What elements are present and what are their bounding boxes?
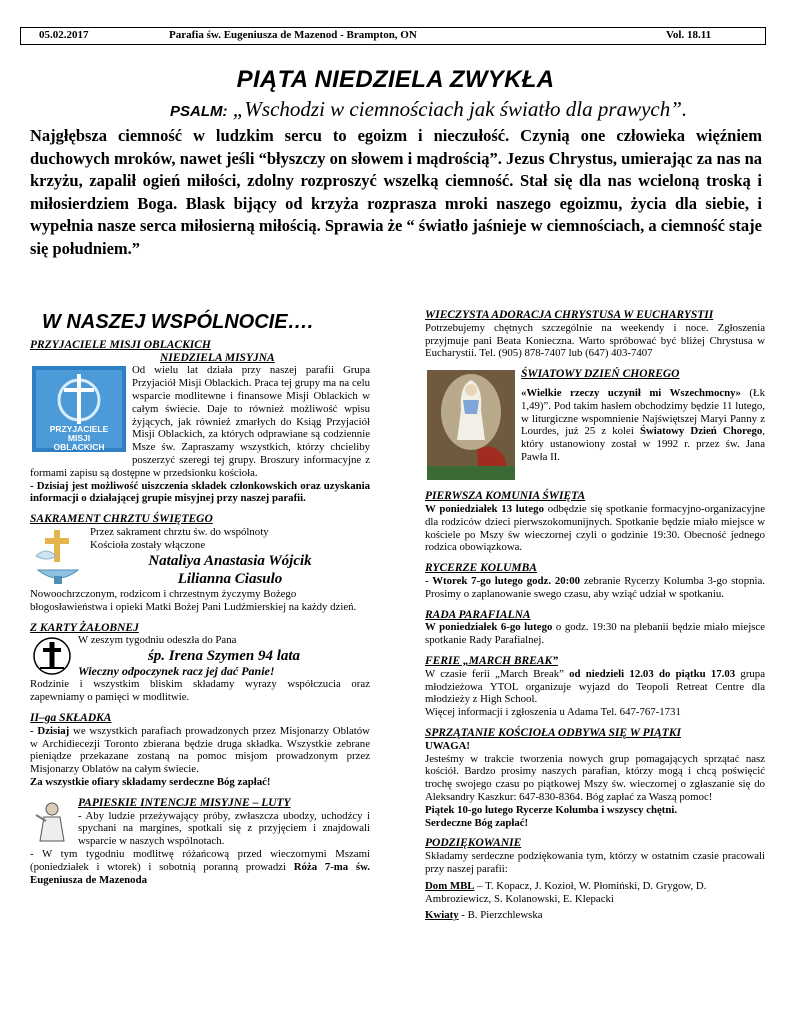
- section-komunia: [425, 490, 765, 554]
- chory-tail: , który ustanowiony został w 1992 r. przez św. Jana Pawła II.: [521, 425, 765, 463]
- podziekowanie-heading: PODZIĘKOWANIE: [425, 837, 522, 850]
- sprzatanie-heading: SPRZĄTANIE KOŚCIOŁA ODBYWA SIĘ W PIĄTKI: [425, 726, 681, 739]
- page-title: PIĄTA NIEDZIELA ZWYKŁA: [236, 66, 555, 93]
- chrzest-body: Nowoochrzczonym, rodzicom i chrzestnym życzymy Bożego błogosławieństwa i opieki Matki Bożej Pani Ludźmierskiej na każdy dzień.: [30, 587, 357, 613]
- ferie-bold: od niedzieli 12.03 do piątku 17.03: [569, 667, 736, 680]
- skladka-heading: II–ga SKŁADKA: [30, 711, 112, 724]
- psalm-text: „Wschodzi w ciemnościach jak światło dla prawych”.: [232, 97, 688, 121]
- section-adoracja: [425, 309, 765, 360]
- skladka-lead: - Dzisiaj: [30, 724, 70, 737]
- rycerze-body: zebranie Rycerzy Kolumba 3-go stopnia. Prosimy o zaplanowanie swego czasu, aby wziąć udział w spotkaniu.: [425, 574, 765, 600]
- dom-label: Dom MBL: [425, 879, 475, 892]
- section-rada: [425, 609, 765, 647]
- chrzest-name2: Lilianna Ciasulo: [177, 570, 283, 587]
- rada-lead: W poniedziałek 6-go lutego: [425, 621, 553, 634]
- sprzatanie-uwaga: UWAGA!: [425, 739, 470, 752]
- ferie-heading: FERIE „MARCH BREAK”: [425, 654, 558, 667]
- chory-bold: Światowy Dzień Chorego: [639, 425, 763, 438]
- chrzest-line1: Przez sakrament chrztu św. do wspólnoty: [90, 525, 269, 538]
- left-column: [30, 310, 370, 894]
- zaloba-heading: Z KARTY ŻAŁOBNEJ: [30, 621, 139, 634]
- pope-icon: [32, 799, 72, 843]
- misje-subheading: NIEDZIELA MISYJNA: [160, 351, 275, 364]
- logo-text-2: MISJI: [67, 433, 91, 444]
- header-volume: Vol. 18.11: [666, 29, 712, 41]
- adoracja-body: Potrzebujemy chętnych szczególnie na weekendy i noce. Zgłoszenia przyjmuje pani Beata Konieczna. Warto spróbować być bliżej Chrystusa w Eucharystii. Tel. (905) 878-7407 lub (647) 403-7407: [425, 321, 765, 360]
- section-sprzatanie: [425, 727, 765, 829]
- intencje-body1: - Aby ludzie przeżywający próby, zwłaszcza ubodzy, uchodźcy i spychani na margines, spotkali się z przyjęciem i znajdowali wsparcie w naszych wspólnotach.: [78, 809, 370, 848]
- section-misje: [30, 339, 370, 505]
- kwiaty-names: - B. Pierzchlewska: [458, 909, 543, 922]
- dom-names: – T. Kopacz, J. Kozioł, W. Płomiński, D. Grygow, D. Ambroziewicz, S. Kolanowski, E. Klepacki: [425, 879, 707, 905]
- chrzest-line2: Kościoła zostały włączone: [90, 538, 206, 551]
- section-chrzest: [30, 513, 370, 613]
- zaloba-line1: W zeszym tygodniu odeszła do Pana: [78, 634, 237, 647]
- lourdes-image-icon: [427, 370, 515, 480]
- zaloba-name: śp. Irena Szymen 94 lata: [147, 648, 301, 665]
- baptism-dove-icon: [32, 528, 84, 586]
- rycerze-heading: RYCERZE KOLUMBA: [425, 562, 537, 575]
- ferie-body: grupa młodzieżowa YTOL organizuje wyjazd do Teopoli Retreat Centre dla młodzieży z High School.: [425, 667, 766, 706]
- psalm: [170, 97, 687, 122]
- section-ferie: [425, 655, 765, 719]
- ferie-pre: W czasie ferii „March Break”: [425, 667, 570, 680]
- section-podziekowanie: [425, 837, 765, 922]
- misje-heading: PRZYJACIELE MISJI OBLACKICH: [30, 338, 211, 351]
- section-intencje: [30, 797, 370, 887]
- header-date: 05.02.2017: [39, 29, 89, 41]
- chory-body: (Łk 1,49)”. Pod takim hasłem obchodzimy będzie 11 lutego, w liturgiczne wspomnienie Najświętszej Maryi Panny z Lourdes, już 25 z kolei: [521, 386, 766, 438]
- section-chory: [425, 368, 765, 482]
- rada-body: o godz. 19:30 na plebanii będzie miało miejsce spotkanie Rady Parafialnej.: [425, 621, 766, 647]
- section-rycerze: [425, 562, 765, 600]
- chrzest-heading: SAKRAMENT CHRZTU ŚWIĘTEGO: [30, 513, 213, 526]
- rycerze-lead: - Wtorek 7-go lutego godz. 20:00: [425, 574, 581, 587]
- mourning-cross-icon: [32, 636, 72, 676]
- komunia-body: odbędzie się spotkanie formacyjno-organizacyjne dla rodziców dzieci pierwszokomunijnych. Spotkanie będzie miało miejsce w kościele po Mszy św wieczornej czyli o godzinie 19:30. Obecność jednego rodzica obowiązkowa.: [425, 502, 765, 554]
- skladka-body: we wszystkich parafiach prowadzonych przez Misjonarzy Oblatów w Archidiecezji Toronto zbierana będzie druga składka. Wszystkie zebrane pieniądze przekazane zostaną na pomoc misjom prowadzonym przez Misjonarzy Oblatów na całym świecie.: [30, 724, 370, 776]
- kwiaty-label: Kwiaty: [425, 909, 459, 922]
- rada-heading: RADA PARAFIALNA: [425, 608, 531, 621]
- sprzatanie-bold2: Serdeczne Bóg zapłać!: [425, 816, 529, 829]
- zaloba-body: Rodzinie i wszystkim bliskim składamy wyrazy współczucia oraz zapewniamy o pamięci w modlitwie.: [30, 678, 370, 704]
- logo-text-3: OBLACKICH: [53, 442, 105, 453]
- psalm-label: PSALM:: [170, 103, 228, 120]
- sprzatanie-body: Jesteśmy w trakcie tworzenia nowych grup pomagających sprzątać nasz kościół. Bardzo prosimy naszych parafian, którzy mogą i chcą poświęcić trochę swojego czasu po piątkowej Mszy św. wieczornej o zgłaszanie się do Aleksandry Kaszkur: 647-830-8364. Bóg zapłać za Waszą pomoc!: [425, 752, 765, 803]
- komunia-heading: PIERWSZA KOMUNIA ŚWIĘTA: [425, 490, 586, 503]
- oblate-missions-logo-icon: [32, 366, 126, 452]
- chrzest-name1: Nataliya Anastasia Wójcik: [148, 552, 312, 569]
- section-skladka: [30, 712, 370, 789]
- misje-note: - Dzisiaj jest możliwość uiszczenia składek członkowskich oraz uzyskania informacji o działającej grupie misyjnej przy naszej parafii.: [30, 479, 370, 505]
- community-heading: W NASZEJ WSPÓLNOCIE….: [42, 311, 314, 333]
- ferie-line2: Więcej informacji i zgłoszenia u Adama Tel. 647-767-1731: [425, 706, 681, 719]
- sprzatanie-bold1: Piątek 10-go lutego Rycerze Kolumba i wszyscy chętni.: [425, 803, 678, 816]
- chory-quote: «Wielkie rzeczy uczynił mi Wszechmocny»: [521, 386, 741, 399]
- intencje-body2: - W tym tygodniu modlitwę różańcową przed wieczornymi Mszami (poniedziałek i wtorek) i sobotnią poranną prowadzi: [30, 847, 370, 873]
- intencje-bold: Róża 7-ma św. Eugeniusza de Mazenoda: [30, 860, 370, 886]
- intro-text: Najgłębsza ciemność w ludzkim sercu to egoizm i nieczułość. Czynią one człowieka więźniem duchowych mroków, nawet jeśli “błyszczy on słowem i mądrością”. Jezus Chrystus, umierając za nas na krzyżu, zapalił ogień miłości, zdolny rozproszyć wszelką ciemność. Stał się dla nas wcieloną troską i miłosierdziem Boga. Blask bijący od krzyża rozprasza mroki naszego egoizmu, życia dla siebie, i wypełnia nasze serca miłosierną miłością. Sprawia że “ światło jaśnieje w ciemnościach, a ciemność staje się południem.”: [30, 126, 763, 258]
- intencje-heading: PAPIESKIE INTENCJE MISYJNE – LUTY: [78, 796, 291, 809]
- right-column: [425, 309, 765, 930]
- page-header: [20, 27, 766, 45]
- skladka-bold: Za wszystkie ofiary składamy serdeczne Bóg zapłać!: [30, 775, 271, 788]
- podziekowanie-body: Składamy serdeczne podziękowania tym, którzy w ostatnim czasie pracowali przy naszej parafii:: [425, 850, 765, 875]
- chory-heading: ŚWIATOWY DZIEŃ CHOREGO: [521, 368, 680, 381]
- header-parish: Parafia św. Eugeniusza de Mazenod - Brampton, ON: [169, 29, 417, 41]
- adoracja-heading: WIECZYSTA ADORACJA CHRYSTUSA W EUCHARYSTII: [425, 309, 714, 321]
- misje-body: Od wielu lat działa przy naszej parafii Grupa Przyjaciół Misji Oblackich. Praca tej grupy ma na celu wsparcie modlitewne i finansowe Misji Oblackich w całym świecie. Daje to również możliwość wpisu żyjących, jak również zmarłych do Ksiąg Przyjaciół Misji Oblackich, za których odprawiane są codziennie Msze św. Zapraszamy wszystkich, którzy chcieliby poszerzyć szeregi tej grupy. Broszury informacyjne z formami zapisu są dostępne w przedsionku kościoła.: [30, 364, 370, 479]
- komunia-lead: W poniedziałek 13 lutego: [425, 502, 544, 515]
- zaloba-rest: Wieczny odpoczynek racz jej dać Panie!: [78, 664, 275, 679]
- section-zaloba: [30, 622, 370, 704]
- logo-text-1: PRZYJACIELE: [49, 424, 109, 435]
